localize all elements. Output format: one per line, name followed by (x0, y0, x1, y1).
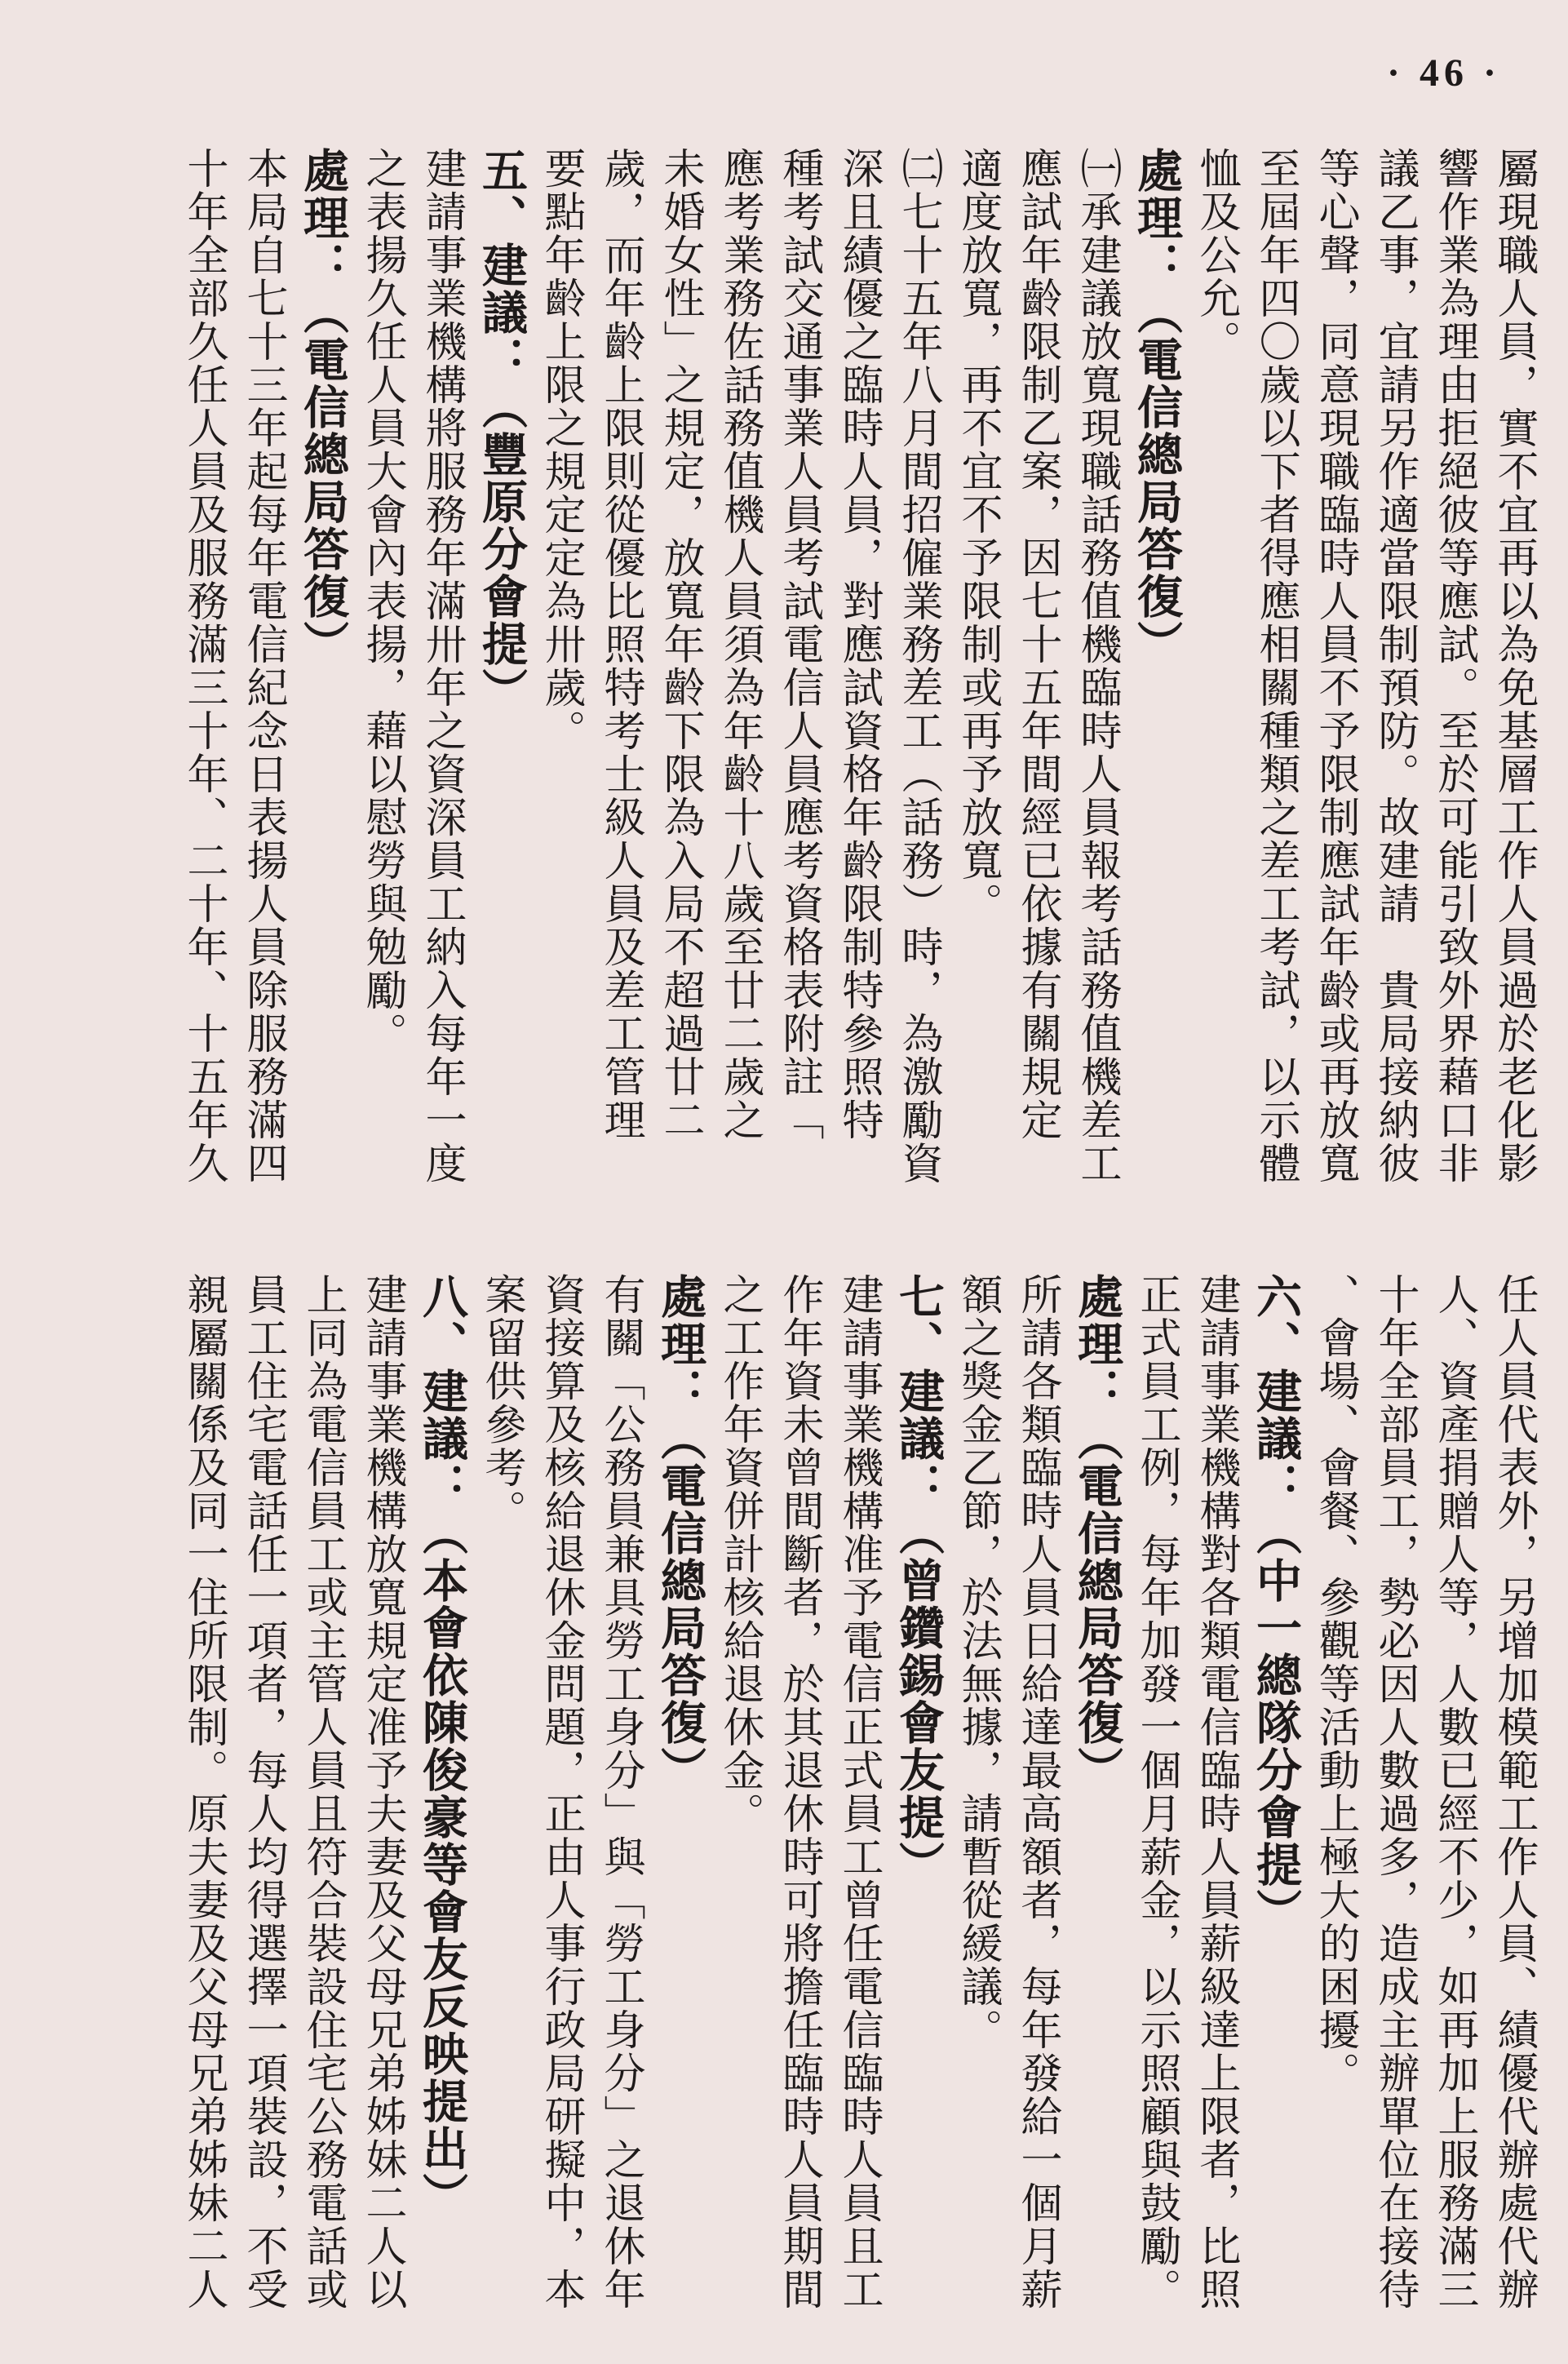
text-line: 任人員代表外，另增加模範工作人員、績優代辦處代辦 (1490, 1273, 1538, 2311)
text-line: 應考業務佐話務值機人員須為年齡十八歲至廿二歲之 (715, 147, 764, 1142)
text-line: 建請事業機構放寬規定准予夫妻及父母兄弟姊妹二人以 (358, 1273, 406, 2311)
text-line: 十年全部員工，勢必因人數過多，造成主辦單位在接待 (1371, 1273, 1419, 2311)
heading-line: 處理：（電信總局答復） (653, 1273, 707, 1794)
text-line: 建請事業機構將服務年滿卅年之資深員工納入每年一度 (418, 147, 466, 1185)
text-line: ㈠承建議放寬現職話務值機臨時人員報考話務值機差工 (1073, 147, 1121, 1185)
text-line: 十年全部久任人員及服務滿三十年、二十年、十五年久 (179, 147, 228, 1185)
text-line: 響作業為理由拒絕彼等應試。至於可能引致外界藉口非 (1430, 147, 1478, 1185)
heading-line: 處理：（電信總局答復） (1070, 1273, 1124, 1794)
text-line: 未婚女性」之規定，放寬年齡下限為入局不超過廿二 (656, 147, 704, 1142)
heading-line: 處理：（電信總局答復） (296, 147, 350, 668)
heading-line: 八、建議：（本會依陳俊豪等會友反映提出） (415, 1273, 469, 2220)
text-line: 正式員工例，每年加發一個月薪金，以示照顧與鼓勵。 (1132, 1273, 1180, 2311)
text-line: 作年資未曾間斷者，於其退休時可將擔任臨時人員期間 (775, 1273, 823, 2311)
text-line: ㈡七十五年八月間招僱業務差工（話務）時，為激勵資 (894, 147, 942, 1185)
text-line: 議乙事，宜請另作適當限制預防。故建請 貴局接納彼 (1371, 147, 1419, 1185)
text-line: 所請各類臨時人員日給達最高額者，每年發給一個月薪 (1013, 1273, 1061, 2311)
text-line: 適度放寬，再不宜不予限制或再予放寬。 (954, 147, 1002, 925)
text-line: 人、資產捐贈人等，人數已經不少，如再加上服務滿三 (1430, 1273, 1478, 2311)
text-line: 本局自七十三年起每年電信紀念日表揚人員除服務滿四 (239, 147, 287, 1185)
text-line: 種考試交通事業人員考試電信人員應考資格表附註「 (775, 147, 823, 1142)
heading-line: 處理：（電信總局答復） (1130, 147, 1184, 668)
page-number: · 46 · (1387, 51, 1502, 95)
heading-line: 六、建議：（中一總隊分會提） (1249, 1273, 1303, 1936)
text-line: 建請事業機構准予電信正式員工曾任電信臨時人員且工 (835, 1273, 883, 2311)
text-line: 建請事業機構對各類電信臨時人員薪級達上限者，比照 (1192, 1273, 1240, 2311)
text-line: 應試年齡限制乙案，因七十五年間經已依據有關規定 (1013, 147, 1061, 1142)
text-line: 額之獎金乙節，於法無據，請暫從緩議。 (954, 1273, 1002, 2051)
heading-line: 五、建議：（豐原分會提） (475, 147, 529, 715)
text-line: 案留供參考。 (477, 1273, 525, 1532)
text-line: 恤及公允。 (1192, 147, 1240, 363)
text-line: 員工住宅電話任一項者，每人均得選擇一項裝設，不受 (239, 1273, 287, 2311)
text-block-top (179, 147, 1544, 1244)
text-line: 之工作年資併計核給退休金。 (715, 1273, 764, 1835)
heading-line: 七、建議：（曾鑽錫會友提） (892, 1273, 946, 1888)
text-line: 至屆年四〇歲以下者得應相關種類之差工考試，以示體 (1251, 147, 1300, 1185)
text-line: 資接算及核給退休金問題，正由人事行政局研擬中，本 (537, 1273, 585, 2311)
text-line: 要點年齡上限之規定定為卅歲。 (537, 147, 585, 752)
text-line: 等心聲，同意現職臨時人員不予限制應試年齡或再放寬 (1311, 147, 1359, 1185)
text-line: 屬現職人員，實不宜再以為免基層工作人員過於老化影 (1490, 147, 1538, 1185)
text-block-bottom (42, 1273, 1544, 2342)
text-line: 、會場、會餐、參觀等活動上極大的困擾。 (1311, 1273, 1359, 2095)
text-line: 上同為電信員工或主管人員且符合裝設住宅公務電話或 (299, 1273, 347, 2311)
text-line: 親屬關係及同一住所限制。原夫妻及父母兄弟姊妹二人 (179, 1273, 228, 2311)
text-line: 深且績優之臨時人員，對應試資格年齡限制特參照特 (835, 147, 883, 1142)
text-line: 之表揚久任人員大會內表揚，藉以慰勞與勉勵。 (358, 147, 406, 1055)
text-line: 有關「公務員兼具勞工身分」與「勞工身分」之退休年 (596, 1273, 644, 2311)
text-line: 歲，而年齡上限則從優比照特考士級人員及差工管理 (596, 147, 644, 1142)
